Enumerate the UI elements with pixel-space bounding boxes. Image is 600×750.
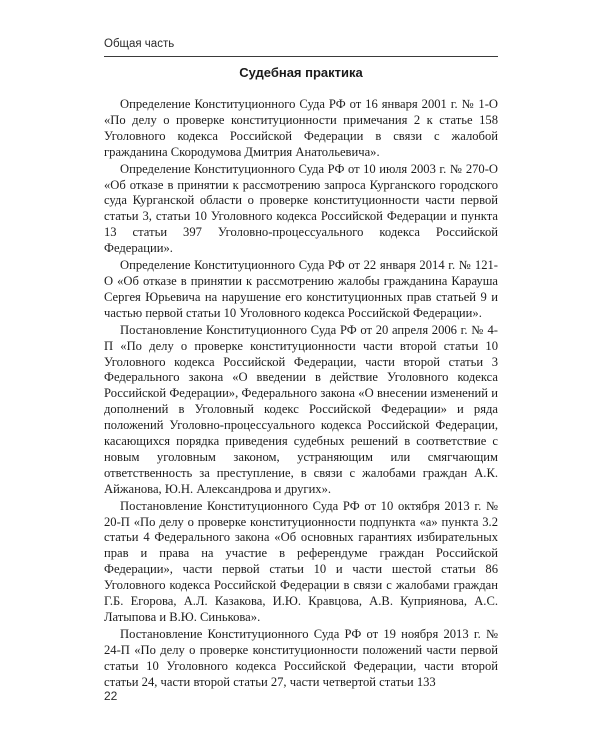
paragraph-6: Постановление Конституционного Суда РФ от 19 ноября 2013 г. № 24-П «По делу о проверке конституционности положений части первой статьи 10 Уголовного кодекса Российской Федерации, части второй статьи 24, части второй статьи 27, части четвертой статьи 133 [104,626,498,689]
paragraph-2: Определение Конституционного Суда РФ от 10 июля 2003 г. № 270-О «Об отказе в принятии к рассмотрению запроса Курганского городского суда Курганской области о проверке конституционности части первой статьи 3, статьи 10 Уголовного кодекса Российской Федерации и пункта 13 статьи 397 Уголовно-процессуального кодекса Российской Федерации». [104,161,498,256]
paragraph-3: Определение Конституционного Суда РФ от 22 января 2014 г. № 121-О «Об отказе в принятии к рассмотрению жалобы гражданина Карауша Сергея Юрьевича на нарушение его конституционных прав статьей 9 и частью первой статьи 10 Уголовного кодекса Российской Федерации». [104,258,498,320]
page-number: 22 [104,689,118,703]
paragraph-4: Постановление Конституционного Суда РФ от 20 апреля 2006 г. № 4-П «По делу о проверке конституционности части второй статьи 10 Уголовного кодекса Российской Федерации, части второй статьи 3 Федерального закона «О введении в действие Уголовного кодекса Российской Федерации», Федерального закона «О внесении изменений и дополнений в Уголовный кодекс Российской Федерации» и ряда положений Уголовно-процессуального кодекса Российской Федерации, касающихся порядка приведения судебных решений в соответствие с новым уголовным законом, устраняющим или смягчающим ответственность за преступление, в связи с жалобами граждан А.К. Айжанова, Ю.Н. Александрова и других». [104,322,498,496]
header-divider [104,56,498,57]
section-title: Судебная практика [239,65,363,80]
document-body [104,97,498,692]
running-header: Общая часть [104,38,175,50]
paragraph-1: Определение Конституционного Суда РФ от 16 января 2001 г. № 1-О «По делу о проверке конституционности примечания 2 к статье 158 Уголовного кодекса Российской Федерации в связи с жалобой гражданина Скородумова Дмитрия Анатольевича». [104,97,498,159]
paragraph-5: Постановление Конституционного Суда РФ от 10 октября 2013 г. № 20-П «По делу о проверке конституционности подпункта «а» пункта 3.2 статьи 4 Федерального закона «Об основных гарантиях избирательных прав и права на участие в референдуме граждан Российской Федерации», части первой статьи 10 и части шестой статьи 86 Уголовного кодекса Российской Федерации в связи с жалобами граждан Г.Б. Егорова, А.Л. Казакова, И.Ю. Кравцова, А.В. Куприянова, А.С. Латыпова и В.Ю. Синькова». [104,498,498,624]
